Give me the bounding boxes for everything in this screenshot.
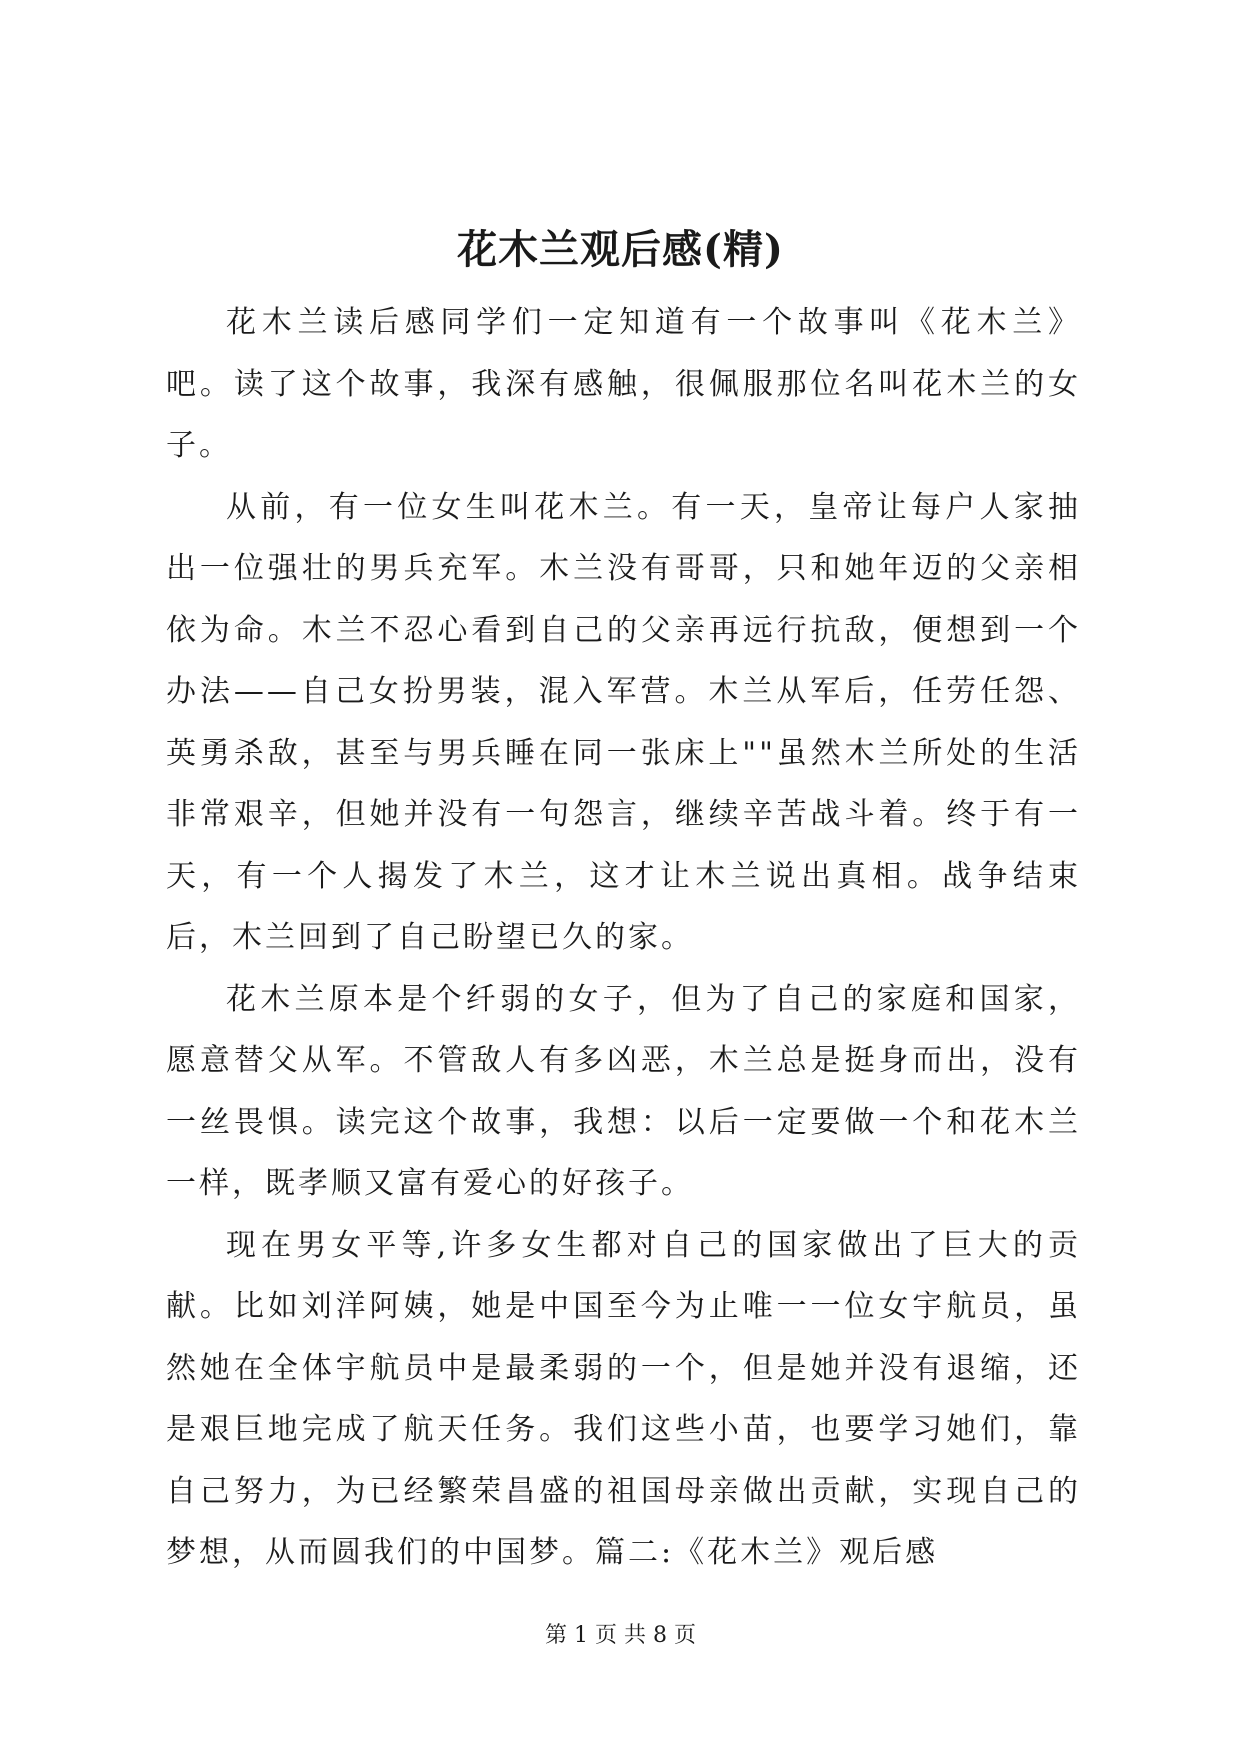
paragraph-1: 花木兰读后感同学们一定知道有一个故事叫《花木兰》吧。读了这个故事，我深有感触，很佩服那位名叫花木兰的女子。	[166, 305, 1081, 463]
paragraph-2: 从前，有一位女生叫花木兰。有一天，皇帝让每户人家抽出一位强壮的男兵充军。木兰没有哥哥，只和她年迈的父亲相依为命。木兰不忍心看到自己的父亲再远行抗敌，便想到一个办法——自己女扮男装，混入军营。木兰从军后，任劳任怨、英勇杀敌，甚至与男兵睡在同一张床上""虽然木兰所处的生活非常艰辛，但她并没有一句怨言，继续辛苦战斗着。终于有一天，有一个人揭发了木兰，这才让木兰说出真相。战争结束后，木兰回到了自己盼望已久的家。	[166, 489, 1081, 955]
document-title: 花木兰观后感(精)	[457, 226, 784, 273]
document-body	[166, 292, 1081, 1584]
paragraph-4: 现在男女平等,许多女生都对自己的国家做出了巨大的贡献。比如刘洋阿姨，她是中国至今为止唯一一位女宇航员，虽然她在全体宇航员中是最柔弱的一个，但是她并没有退缩，还是艰巨地完成了航天任务。我们这些小苗，也要学习她们，靠自己努力，为已经繁荣昌盛的祖国母亲做出贡献，实现自己的梦想，从而圆我们的中国梦。篇二:《花木兰》观后感	[166, 1227, 1081, 1570]
page-footer: 第 1 页 共 8 页	[545, 1623, 696, 1648]
paragraph-3: 花木兰原本是个纤弱的女子，但为了自己的家庭和国家，愿意替父从军。不管敌人有多凶恶，木兰总是挺身而出，没有一丝畏惧。读完这个故事，我想：以后一定要做一个和花木兰一样，既孝顺又富有爱心的好孩子。	[166, 981, 1081, 1201]
